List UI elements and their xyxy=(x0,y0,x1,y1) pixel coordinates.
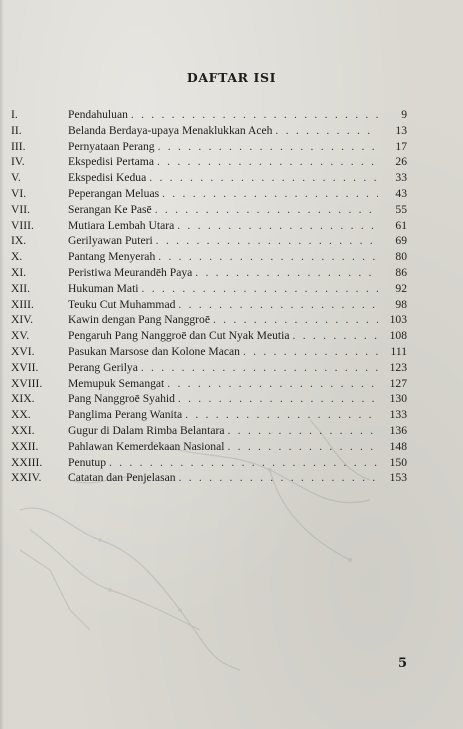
toc-entry-title: Pengaruh Pang Nanggroē dan Cut Nyak Meutia xyxy=(68,329,290,343)
toc-leader-dots xyxy=(227,424,378,437)
toc-entry xyxy=(11,424,407,440)
toc-entry-page: 153 xyxy=(389,471,407,485)
toc-entry-number: X. xyxy=(11,250,23,264)
toc-leader-dots xyxy=(142,282,378,295)
toc-entry-page: 150 xyxy=(389,455,407,469)
toc-entry-title: Belanda Berdaya-upaya Menaklukkan Aceh xyxy=(68,123,273,137)
toc-entry xyxy=(11,203,407,219)
toc-entry-page: 98 xyxy=(395,297,407,311)
toc-entry-page: 13 xyxy=(395,123,407,137)
toc-entry-title: Kawin dengan Pang Nanggroē xyxy=(68,313,210,327)
toc-entry-title: Pernyataan Perang xyxy=(68,139,155,153)
toc-entry xyxy=(11,377,407,393)
toc-entry xyxy=(11,361,407,377)
toc-entry-number: IX. xyxy=(11,234,27,248)
toc-entry-title: Memupuk Semangat xyxy=(68,376,165,390)
toc-entry xyxy=(11,329,407,345)
toc-entry-page: 61 xyxy=(395,218,407,232)
toc-leader-dots xyxy=(179,471,378,484)
page-number: 5 xyxy=(398,656,408,671)
toc-entry-page: 148 xyxy=(389,439,407,453)
toc-entry-page: 55 xyxy=(395,202,407,216)
toc-entry-page: 69 xyxy=(395,234,407,248)
toc-entry-page: 130 xyxy=(389,392,407,406)
toc-leader-dots xyxy=(167,377,378,390)
toc-entry-number: XXIII. xyxy=(11,455,43,469)
toc-entry-title: Teuku Cut Muhammad xyxy=(68,297,176,311)
toc-leader-dots xyxy=(155,203,378,216)
toc-entry xyxy=(11,392,407,408)
toc-entry-page: 86 xyxy=(395,265,407,279)
toc-leader-dots xyxy=(141,361,378,374)
page-edge-shadow xyxy=(0,0,4,729)
toc-leader-dots xyxy=(293,329,378,342)
toc-leader-dots xyxy=(156,234,378,247)
toc-entry-page: 43 xyxy=(395,186,407,200)
toc-entry-title: Ekspedisi Pertama xyxy=(68,155,154,169)
toc-leader-dots xyxy=(213,313,378,326)
toc-leader-dots xyxy=(178,392,378,405)
toc-leader-dots xyxy=(162,187,378,200)
toc-entry-title: Panglima Perang Wanita xyxy=(68,408,183,422)
toc-entry-title: Mutiara Lembah Utara xyxy=(68,218,175,232)
toc-entry-title: Gugur di Dalam Rimba Belantara xyxy=(68,423,225,437)
toc-entry-title: Pendahuluan xyxy=(68,108,128,121)
toc-entry-page: 123 xyxy=(389,360,407,374)
toc-leader-dots xyxy=(275,124,378,137)
toc-entry-number: XII. xyxy=(11,281,30,295)
toc-entry xyxy=(11,140,407,156)
toc-entry-page: 17 xyxy=(395,139,407,153)
toc-entry-title: Pang Nanggroē Syahid xyxy=(68,392,175,406)
toc-entry-page: 111 xyxy=(390,344,407,358)
toc-entry-page: 33 xyxy=(395,171,407,185)
toc-entry-page: 108 xyxy=(389,329,407,343)
toc-entry-number: XVII. xyxy=(11,360,39,374)
toc-entry xyxy=(11,155,407,171)
toc-leader-dots xyxy=(178,298,378,311)
toc-entry xyxy=(11,234,407,250)
toc-entry xyxy=(11,282,407,298)
toc-entry-number: XX. xyxy=(11,408,31,422)
toc-entry-title: Penutup xyxy=(68,455,107,469)
toc-entry-page: 133 xyxy=(389,408,407,422)
toc-entry xyxy=(11,471,407,487)
table-of-contents xyxy=(11,108,407,487)
toc-leader-dots xyxy=(109,456,378,469)
toc-entry xyxy=(11,313,407,329)
toc-entry-page: 127 xyxy=(389,376,407,390)
toc-entry-page: 26 xyxy=(395,155,407,169)
toc-entry-page: 103 xyxy=(389,313,407,327)
toc-entry xyxy=(11,219,407,235)
toc-entry-number: II. xyxy=(11,123,22,137)
toc-entry-number: V. xyxy=(11,171,21,185)
toc-entry-number: VIII. xyxy=(11,218,34,232)
toc-leader-dots xyxy=(227,440,378,453)
toc-entry-page: 80 xyxy=(395,250,407,264)
toc-entry xyxy=(11,298,407,314)
toc-entry-page: 9 xyxy=(401,108,407,121)
toc-entry-number: I. xyxy=(11,108,18,121)
toc-entry-title: Perang Gerilya xyxy=(68,360,138,374)
toc-entry-number: XXII. xyxy=(11,439,39,453)
toc-leader-dots xyxy=(177,219,378,232)
toc-entry-number: XXIV. xyxy=(11,471,42,485)
toc-entry-title: Ekspedisi Kedua xyxy=(68,171,147,185)
toc-entry-number: III. xyxy=(11,139,26,153)
toc-leader-dots xyxy=(158,250,378,263)
toc-entry xyxy=(11,250,407,266)
toc-entry-page: 136 xyxy=(389,423,407,437)
toc-leader-dots xyxy=(195,266,378,279)
toc-entry-title: Peperangan Meluas xyxy=(68,186,160,200)
toc-entry xyxy=(11,440,407,456)
toc-leader-dots xyxy=(131,108,378,121)
toc-entry-title: Peristiwa Meurandēh Paya xyxy=(68,265,193,279)
toc-entry xyxy=(11,408,407,424)
toc-entry xyxy=(11,108,407,124)
toc-entry xyxy=(11,456,407,472)
toc-entry-number: XV. xyxy=(11,329,30,343)
toc-entry xyxy=(11,171,407,187)
toc-title: DAFTAR ISI xyxy=(186,70,277,85)
toc-leader-dots xyxy=(157,155,378,168)
toc-leader-dots xyxy=(158,140,378,153)
toc-entry-number: XVIII. xyxy=(11,376,43,390)
toc-entry-title: Pantang Menyerah xyxy=(68,250,156,264)
toc-entry-number: XXI. xyxy=(11,423,35,437)
toc-entry-title: Gerilyawan Puteri xyxy=(68,234,153,248)
toc-entry-title: Pahlawan Kemerdekaan Nasional xyxy=(68,439,225,453)
toc-entry-number: XVI. xyxy=(11,344,35,358)
toc-entry-page: 92 xyxy=(395,281,407,295)
toc-entry-number: XIX. xyxy=(11,392,35,406)
toc-entry xyxy=(11,345,407,361)
toc-entry-title: Pasukan Marsose dan Kolone Macan xyxy=(68,344,240,358)
toc-entry xyxy=(11,124,407,140)
toc-entry-number: XI. xyxy=(11,265,27,279)
toc-entry-title: Hukuman Mati xyxy=(68,281,139,295)
toc-entry-number: VII. xyxy=(11,202,30,216)
toc-entry-number: VI. xyxy=(11,186,27,200)
toc-entry xyxy=(11,187,407,203)
toc-leader-dots xyxy=(243,345,378,358)
toc-entry-number: XIII. xyxy=(11,297,34,311)
toc-entry xyxy=(11,266,407,282)
toc-entry-number: XIV. xyxy=(11,313,34,327)
toc-leader-dots xyxy=(185,408,378,421)
toc-entry-title: Catatan dan Penjelasan xyxy=(68,471,176,485)
toc-leader-dots xyxy=(149,171,378,184)
toc-entry-number: IV. xyxy=(11,155,25,169)
toc-entry-title: Serangan Ke Pasē xyxy=(68,202,152,216)
